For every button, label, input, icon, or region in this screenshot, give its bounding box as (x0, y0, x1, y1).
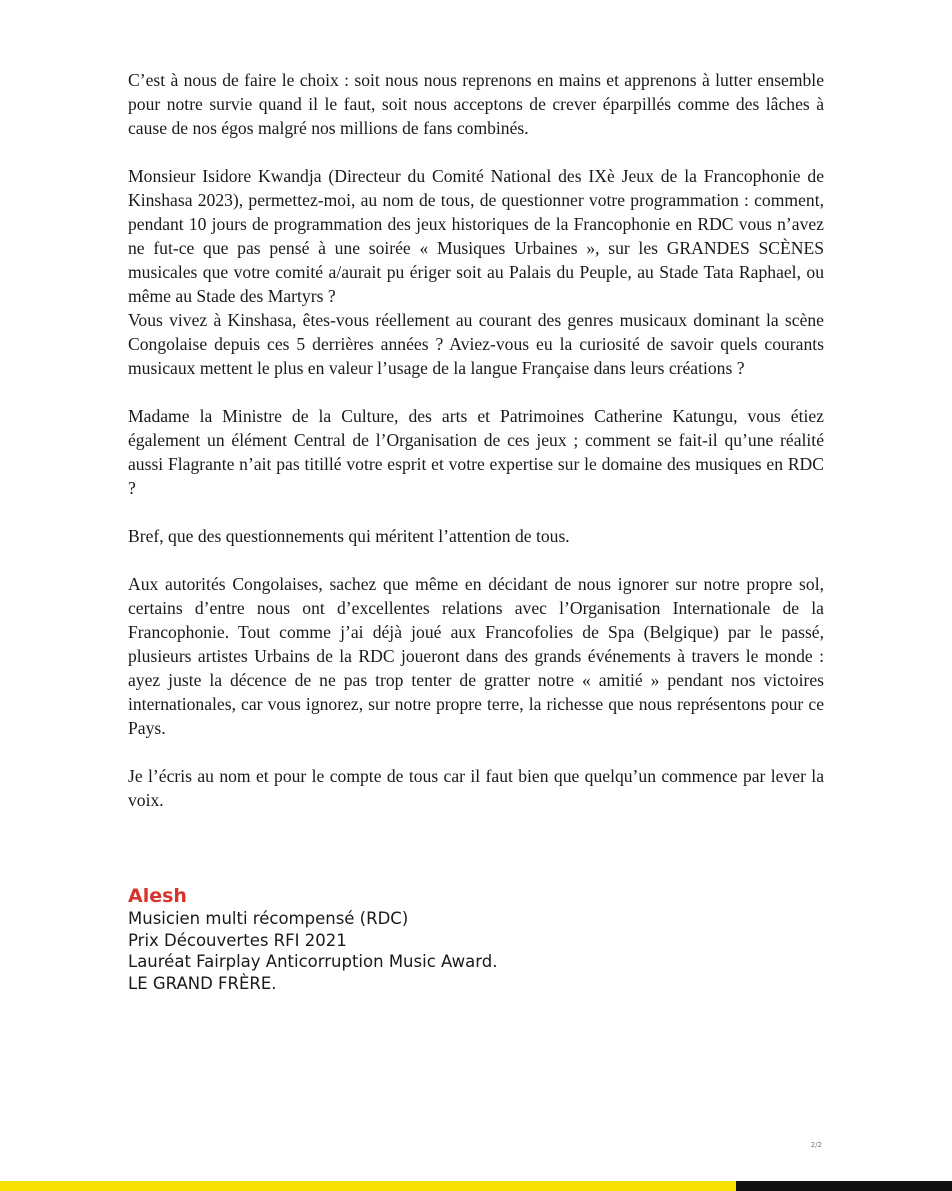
paragraph-kinshasa-question: Vous vivez à Kinshasa, êtes-vous réellement au courant des genres musicaux dominant la scène Congolaise depuis ces 5 derrières années ? Aviez-vous eu la curiosité de savoir quels courants musicaux mettent le plus en valeur l’usage de la langue Française dans leurs créations ? (128, 310, 824, 378)
signature-line-award-rfi: Prix Découvertes RFI 2021 (128, 930, 347, 950)
paragraph-autorites: Aux autorités Congolaises, sachez que même en décidant de nous ignorer sur notre propre sol, certains d’entre nous ont d’excellentes relations avec l’Organisation Internationale de la Francophonie. Tout comme j’ai déjà joué aux Francofolies de Spa (Belgique) par le passé, plusieurs artistes Urbains de la RDC joueront dans des grands événements à travers le monde : ayez juste la décence de ne pas trop tenter de gratter notre « amitié » pendant nos victoires internationales, car vous ignorez, sur notre propre terre, la richesse que nous représentons pour ce Pays. (128, 574, 824, 738)
signature-name: Alesh (128, 885, 187, 907)
signature-line-nickname: LE GRAND FRÈRE. (128, 973, 277, 993)
footer-bar-yellow (0, 1181, 736, 1191)
page-number: 2/2 (810, 1141, 822, 1149)
signature-line-title: Musicien multi récompensé (RDC) (128, 909, 409, 928)
letter-body (128, 68, 824, 836)
paragraph-bref: Bref, que des questionnements qui méritent l’attention de tous. (128, 526, 570, 546)
footer-bar-black (736, 1181, 952, 1191)
signature-block (128, 884, 728, 994)
footer-color-bar (0, 1181, 952, 1191)
paragraph-kwandja: Monsieur Isidore Kwandja (Directeur du Comité National des IXè Jeux de la Francophonie de Kinshasa 2023), permettez-moi, au nom de tous, de questionner votre programmation : comment, pendant 10 jours de programmation des jeux historiques de la Francophonie en RDC vous n’avez ne fut-ce que pas pensé à une soirée « Musiques Urbaines », sur les GRANDES SCÈNES musicales que votre comité a/aurait pu ériger soit au Palais du Peuple, au Stade Tata Raphael, ou même au Stade des Martyrs ? (128, 166, 824, 306)
signature-line-award-fairplay: Lauréat Fairplay Anticorruption Music Award. (128, 952, 498, 971)
paragraph-closing: Je l’écris au nom et pour le compte de tous car il faut bien que quelqu’un commence par lever la voix. (128, 766, 824, 810)
paragraph-ministre: Madame la Ministre de la Culture, des arts et Patrimoines Catherine Katungu, vous étiez également un élément Central de l’Organisation de ces jeux ; comment se fait-il qu’une réalité aussi Flagrante n’ait pas titillé votre esprit et votre expertise sur le domaine des musiques en RDC ? (128, 406, 824, 498)
paragraph-choice: C’est à nous de faire le choix : soit nous nous reprenons en mains et apprenons à lutter ensemble pour notre survie quand il le faut, soit nous acceptons de crever éparpillés comme des lâches à cause de nos égos malgré nos millions de fans combinés. (128, 70, 824, 138)
